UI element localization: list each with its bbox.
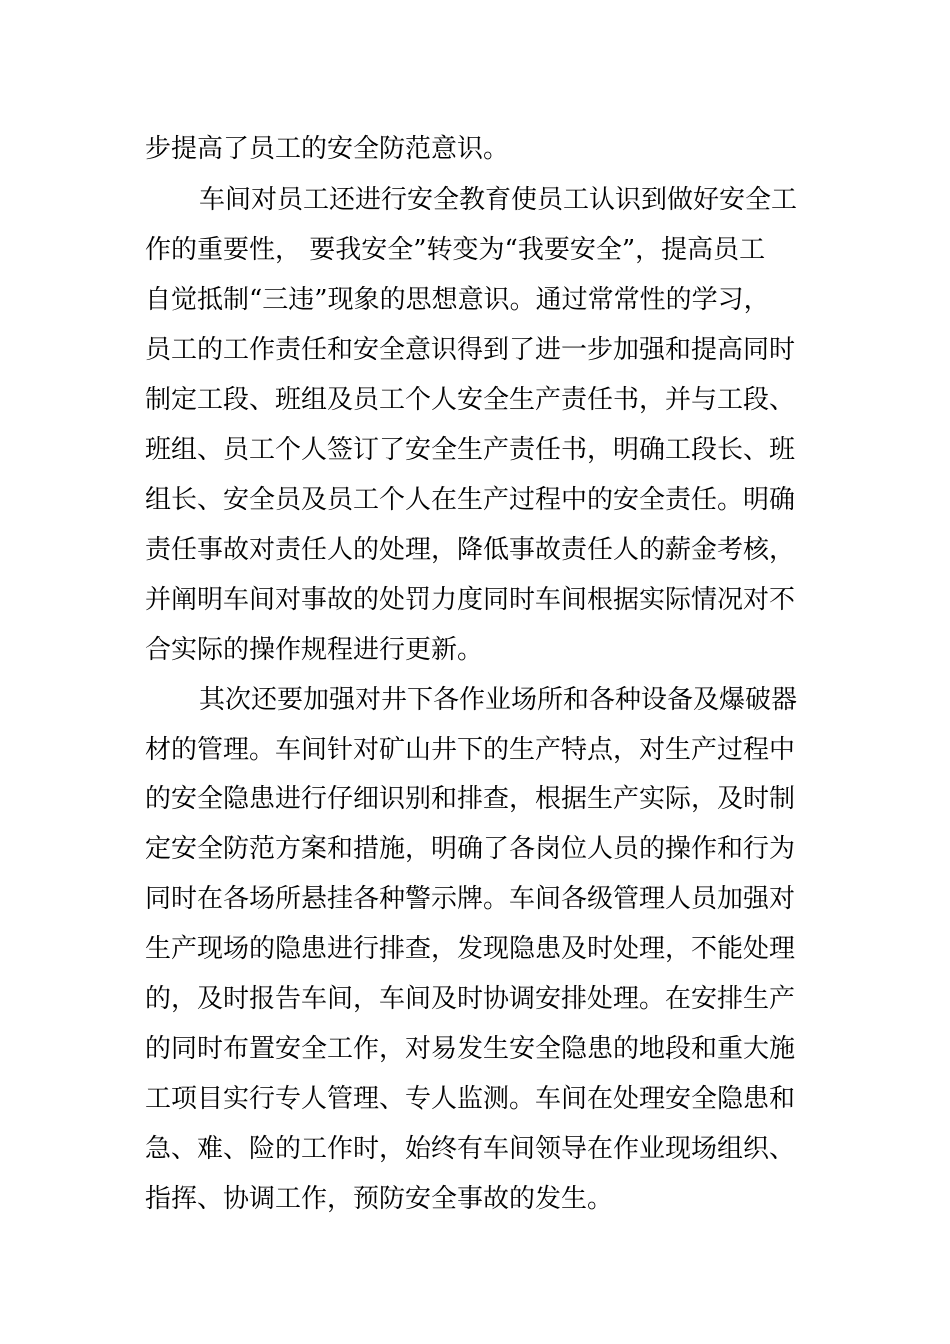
paragraph-2-line-5: 制定工段、班组及员工个人安全生产责任书，并与工段、 xyxy=(145,385,796,415)
paragraph-3-line-5: 同时在各场所悬挂各种警示牌。车间各级管理人员加强对 xyxy=(145,884,796,914)
paragraph-2-line-2: 作的重要性， 要我安全”转变为“我要安全”，提高员工 xyxy=(145,235,766,265)
paragraph-3-line-6: 生产现场的隐患进行排查，发现隐患及时处理，不能处理 xyxy=(145,934,796,964)
paragraph-2-line-6: 班组、员工个人签订了安全生产责任书，明确工段长、班 xyxy=(145,435,796,465)
paragraph-2-line-4: 员工的工作责任和安全意识得到了进一步加强和提高同时 xyxy=(145,335,796,365)
paragraph-2-line-8: 责任事故对责任人的处理，降低事故责任人的薪金考核， xyxy=(145,535,796,565)
paragraph-3-line-9: 工项目实行专人管理、专人监测。车间在处理安全隐患和 xyxy=(145,1084,796,1114)
paragraph-2-line-9: 并阐明车间对事故的处罚力度同时车间根据实际情况对不 xyxy=(145,585,796,615)
paragraph-3-line-7: 的，及时报告车间，车间及时协调安排处理。在安排生产 xyxy=(145,984,796,1014)
paragraph-1-line-1: 步提高了员工的安全防范意识。 xyxy=(145,134,510,164)
paragraph-3-line-10: 急、难、险的工作时，始终有车间领导在作业现场组织、 xyxy=(145,1134,796,1164)
paragraph-3-line-4: 定安全防范方案和措施，明确了各岗位人员的操作和行为 xyxy=(145,834,796,864)
paragraph-3-line-3: 的安全隐患进行仔细识别和排查，根据生产实际，及时制 xyxy=(145,784,796,814)
paragraph-2-line-7: 组长、安全员及员工个人在生产过程中的安全责任。明确 xyxy=(145,485,796,515)
paragraph-2-line-10: 合实际的操作规程进行更新。 xyxy=(145,635,484,665)
paragraph-3-line-11: 指挥、协调工作，预防安全事故的发生。 xyxy=(145,1184,614,1214)
paragraph-3-line-1: 其次还要加强对井下各作业场所和各种设备及爆破器 xyxy=(199,685,798,715)
paragraph-3-line-8: 的同时布置安全工作，对易发生安全隐患的地段和重大施 xyxy=(145,1034,796,1064)
paragraph-3-line-2: 材的管理。车间针对矿山井下的生产特点，对生产过程中 xyxy=(145,735,796,765)
paragraph-2-line-3: 自觉抵制“三违”现象的思想意识。通过常常性的学习， xyxy=(145,285,770,315)
paragraph-2-line-1: 车间对员工还进行安全教育使员工认识到做好安全工 xyxy=(199,185,798,215)
